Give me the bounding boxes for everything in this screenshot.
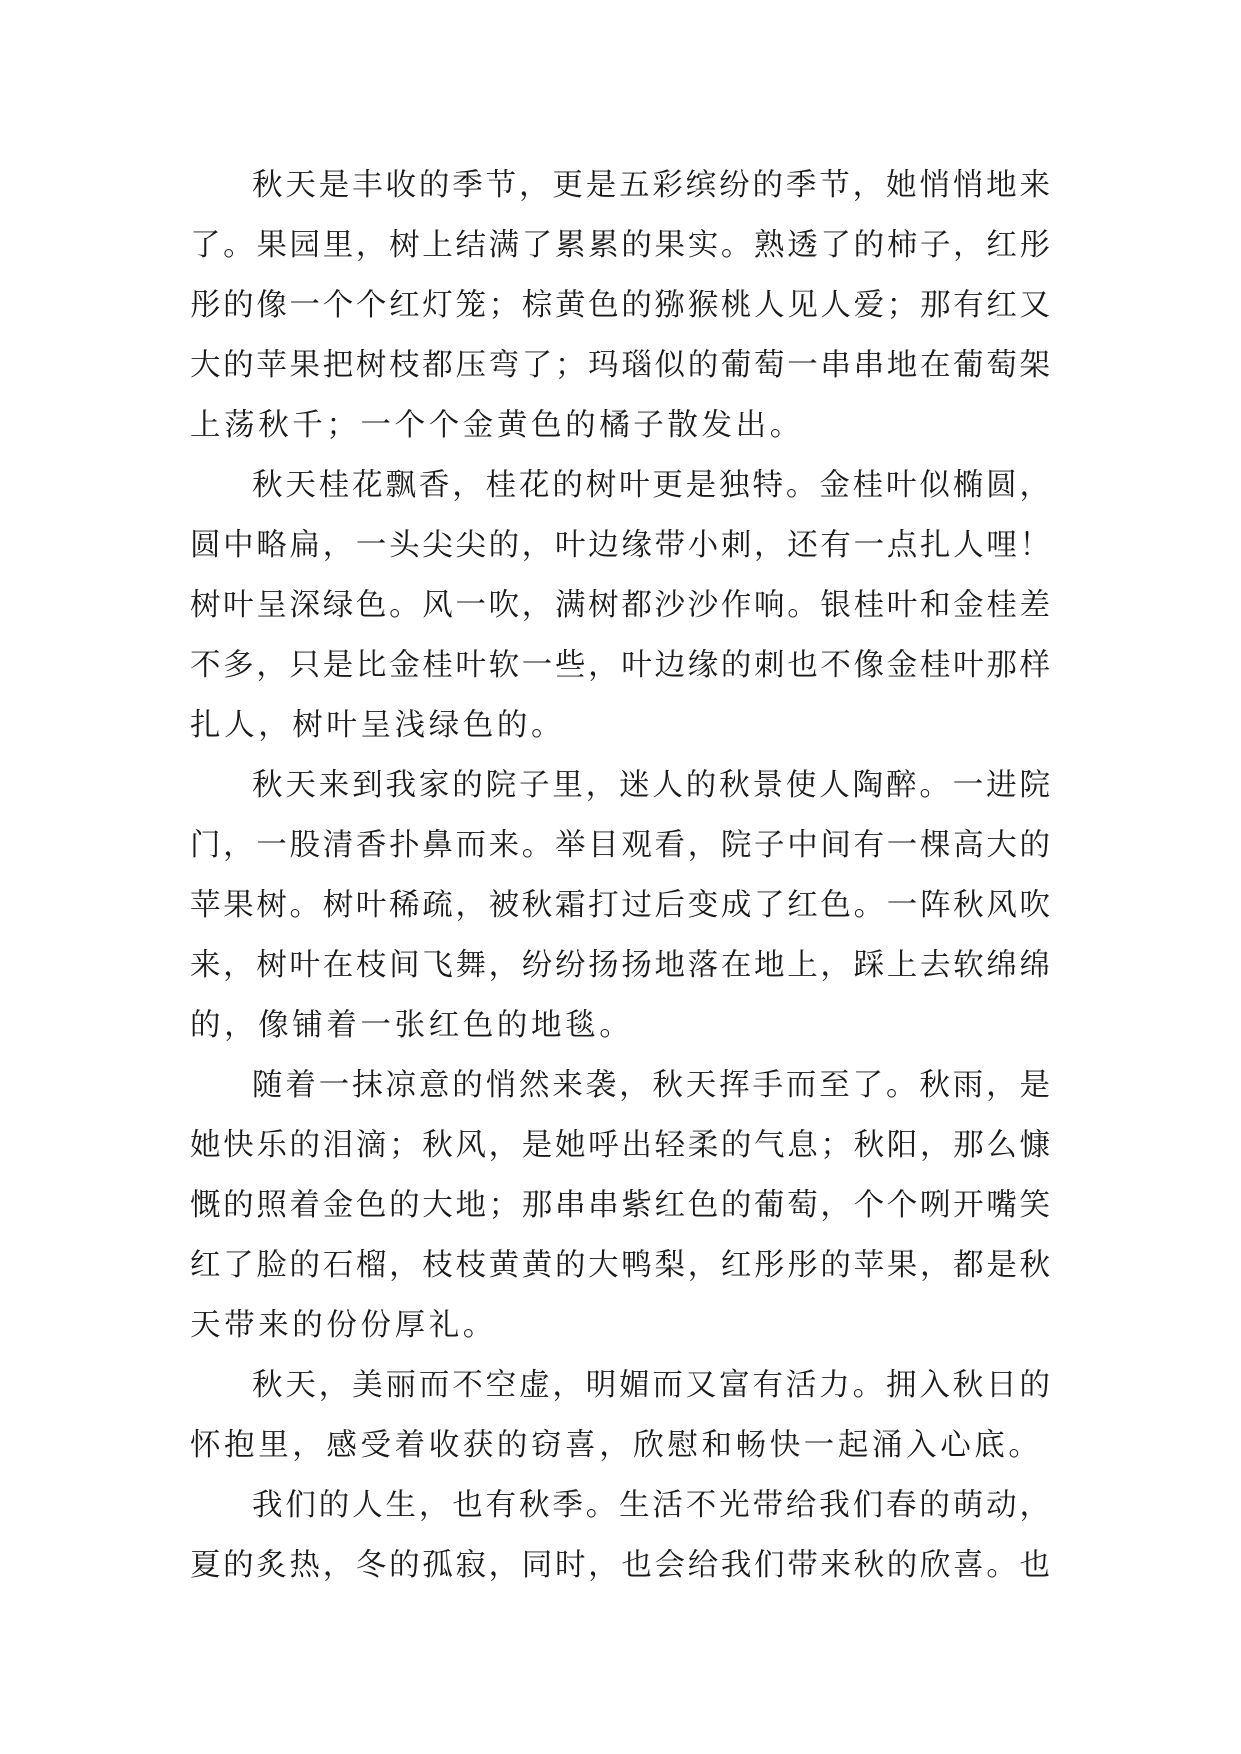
paragraph-3-line-4: 来，树叶在枝间飞舞，纷纷扬扬地落在地上，踩上去软绵绵 — [190, 948, 1050, 983]
paragraph-6-line-1: 我们的人生，也有秋季。生活不光带给我们春的萌动， — [252, 1488, 1050, 1523]
paragraph-4-line-2: 她快乐的泪滴；秋风，是她呼出轻柔的气息；秋阳，那么慷 — [190, 1128, 1050, 1163]
paragraph-5-line-2: 怀抱里，感受着收获的窃喜，欣慰和畅快一起涌入心底。 — [190, 1428, 1043, 1463]
paragraph-1-line-5: 上荡秋千；一个个金黄色的橘子散发出。 — [190, 408, 804, 443]
paragraph-2-line-3: 树叶呈深绿色。风一吹，满树都沙沙作响。银桂叶和金桂差 — [190, 588, 1050, 623]
paragraph-1-line-1: 秋天是丰收的季节，更是五彩缤纷的季节，她悄悄地来 — [252, 168, 1050, 203]
paragraph-3-line-2: 门，一股清香扑鼻而来。举目观看，院子中间有一棵高大的 — [190, 828, 1050, 863]
paragraph-4-line-4: 红了脸的石榴，枝枝黄黄的大鸭梨，红彤彤的苹果，都是秋 — [190, 1248, 1050, 1283]
paragraph-2-line-1: 秋天桂花飘香，桂花的树叶更是独特。金桂叶似椭圆， — [252, 468, 1050, 503]
paragraph-3-line-5: 的，像铺着一张红色的地毯。 — [190, 1008, 634, 1043]
paragraph-6-line-2: 夏的炙热，冬的孤寂，同时，也会给我们带来秋的欣喜。也 — [190, 1548, 1050, 1583]
paragraph-1-line-2: 了。果园里，树上结满了累累的果实。熟透了的柿子，红彤 — [190, 228, 1050, 263]
paragraph-2-line-2: 圆中略扁，一头尖尖的，叶边缘带小刺，还有一点扎人哩！ — [190, 528, 1050, 563]
paragraph-4-line-3: 慨的照着金色的大地；那串串紫红色的葡萄，个个咧开嘴笑 — [190, 1188, 1050, 1223]
paragraph-4-line-5: 天带来的份份厚礼。 — [190, 1308, 497, 1343]
paragraph-2-line-4: 不多，只是比金桂叶软一些，叶边缘的刺也不像金桂叶那样 — [190, 648, 1050, 683]
paragraph-3-line-1: 秋天来到我家的院子里，迷人的秋景使人陶醉。一进院 — [252, 768, 1050, 803]
paragraph-1-line-3: 彤的像一个个红灯笼；棕黄色的猕猴桃人见人爱；那有红又 — [190, 288, 1050, 323]
paragraph-4-line-1: 随着一抹凉意的悄然来袭，秋天挥手而至了。秋雨，是 — [252, 1068, 1050, 1103]
paragraph-3-line-3: 苹果树。树叶稀疏，被秋霜打过后变成了红色。一阵秋风吹 — [190, 888, 1050, 923]
paragraph-2-line-5: 扎人，树叶呈浅绿色的。 — [190, 708, 566, 743]
paragraph-1-line-4: 大的苹果把树枝都压弯了；玛瑙似的葡萄一串串地在葡萄架 — [190, 348, 1050, 383]
paragraph-5-line-1: 秋天，美丽而不空虚，明媚而又富有活力。拥入秋日的 — [252, 1368, 1050, 1403]
